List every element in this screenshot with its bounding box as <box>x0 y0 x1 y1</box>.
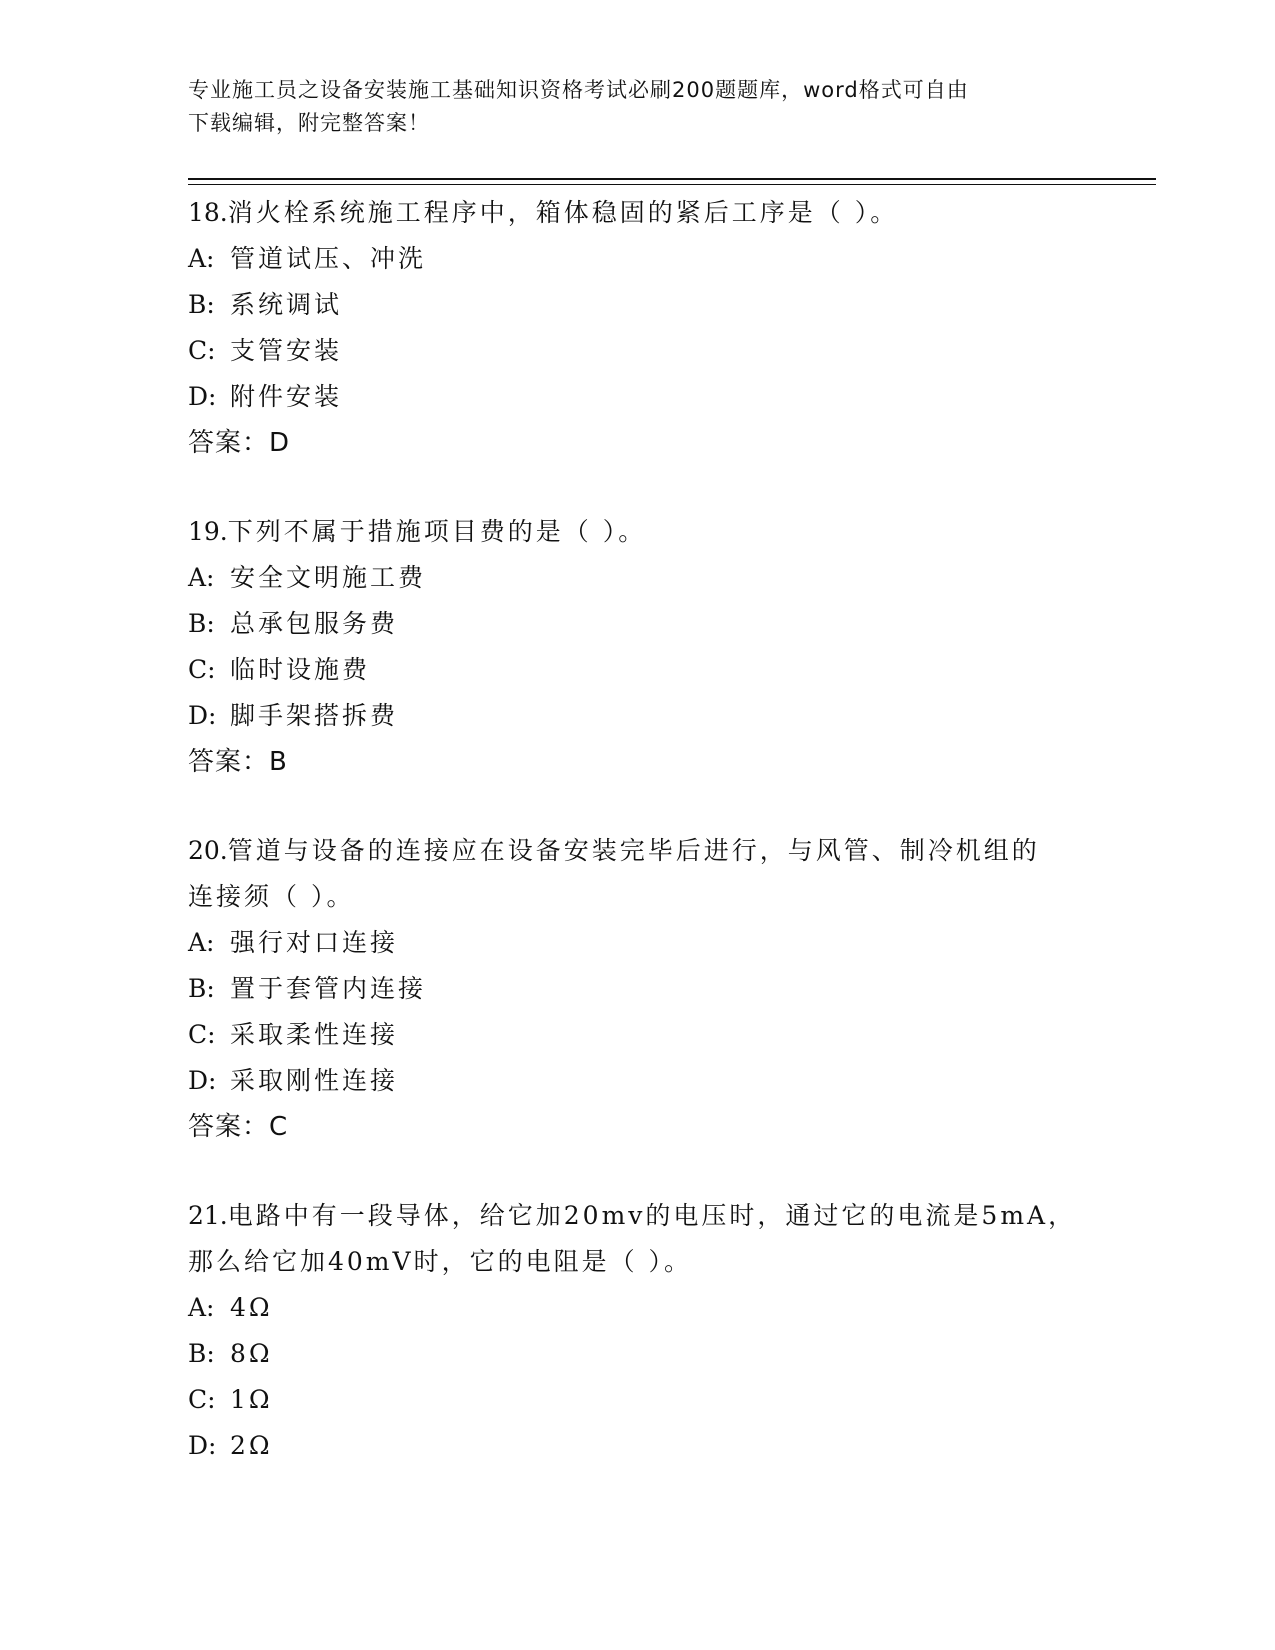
header-line-1: 专业施工员之设备安装施工基础知识资格考试必刷200题题库，word格式可自由 <box>188 78 969 102</box>
option-text: 脚手架搭拆费 <box>230 701 399 730</box>
answer-line: 答案：D <box>188 428 291 458</box>
option-a <box>188 1285 1118 1331</box>
option-text: 采取柔性连接 <box>230 1020 399 1049</box>
question-21 <box>188 1193 1118 1469</box>
option-key: A: <box>188 928 215 957</box>
question-20 <box>188 828 1118 1150</box>
document-header <box>188 74 1088 140</box>
option-text: 4Ω <box>230 1293 273 1322</box>
question-list <box>188 190 1118 1512</box>
option-text: 安全文明施工费 <box>230 563 427 592</box>
option-a <box>188 555 1118 601</box>
question-19 <box>188 509 1118 785</box>
question-number: 20. <box>188 836 228 865</box>
option-key: B: <box>188 609 215 638</box>
option-d <box>188 374 1118 420</box>
question-number: 21. <box>188 1201 228 1230</box>
option-key: D: <box>188 1431 217 1460</box>
header-line-2: 下载编辑，附完整答案！ <box>188 111 430 135</box>
option-key: A: <box>188 563 215 592</box>
option-text: 置于套管内连接 <box>230 974 427 1003</box>
option-key: C: <box>188 1385 216 1414</box>
question-stem <box>188 828 1118 874</box>
question-number: 18. <box>188 198 228 227</box>
question-stem <box>188 1193 1118 1239</box>
question-number: 19. <box>188 517 228 546</box>
option-a <box>188 920 1118 966</box>
option-b <box>188 966 1118 1012</box>
option-a <box>188 236 1118 282</box>
option-text: 临时设施费 <box>230 655 371 684</box>
option-key: C: <box>188 336 216 365</box>
question-stem-line-2: 连接须（ ）。 <box>188 882 355 911</box>
option-d <box>188 693 1118 739</box>
question-stem-line-1: 管道与设备的连接应在设备安装完毕后进行，与风管、制冷机组的 <box>227 836 1040 865</box>
question-18 <box>188 190 1118 466</box>
option-c <box>188 328 1118 374</box>
option-d <box>188 1423 1118 1469</box>
answer-line: 答案：C <box>188 1112 289 1142</box>
option-key: C: <box>188 655 216 684</box>
question-stem-continuation <box>188 874 1118 920</box>
header-divider <box>188 178 1156 185</box>
option-key: A: <box>188 244 215 273</box>
option-text: 2Ω <box>230 1431 273 1460</box>
question-stem-line-2: 那么给它加40mV时，它的电阻是（ ）。 <box>188 1247 693 1276</box>
answer-line: 答案：B <box>188 747 288 777</box>
option-key: A: <box>188 1293 215 1322</box>
option-key: B: <box>188 974 215 1003</box>
option-key: C: <box>188 1020 216 1049</box>
option-c <box>188 1012 1118 1058</box>
option-text: 采取刚性连接 <box>230 1066 399 1095</box>
question-stem <box>188 190 1118 236</box>
option-text: 强行对口连接 <box>230 928 399 957</box>
option-c <box>188 1377 1118 1423</box>
option-key: D: <box>188 1066 217 1095</box>
option-text: 总承包服务费 <box>230 609 399 638</box>
option-text: 1Ω <box>230 1385 273 1414</box>
question-stem-line-1: 电路中有一段导体，给它加20mv的电压时，通过它的电流是5mA， <box>227 1201 1077 1230</box>
question-stem-line-1: 下列不属于措施项目费的是（ ）。 <box>227 517 647 546</box>
question-stem-continuation <box>188 1239 1118 1285</box>
option-text: 支管安装 <box>230 336 343 365</box>
option-d <box>188 1058 1118 1104</box>
option-text: 管道试压、冲洗 <box>230 244 427 273</box>
option-key: B: <box>188 290 215 319</box>
option-c <box>188 647 1118 693</box>
option-text: 8Ω <box>230 1339 273 1368</box>
option-key: B: <box>188 1339 215 1368</box>
option-b <box>188 601 1118 647</box>
option-key: D: <box>188 382 217 411</box>
option-key: D: <box>188 701 217 730</box>
option-text: 系统调试 <box>230 290 343 319</box>
option-b <box>188 1331 1118 1377</box>
question-stem-line-1: 消火栓系统施工程序中，箱体稳固的紧后工序是（ ）。 <box>227 198 899 227</box>
question-stem <box>188 509 1118 555</box>
option-b <box>188 282 1118 328</box>
option-text: 附件安装 <box>230 382 343 411</box>
